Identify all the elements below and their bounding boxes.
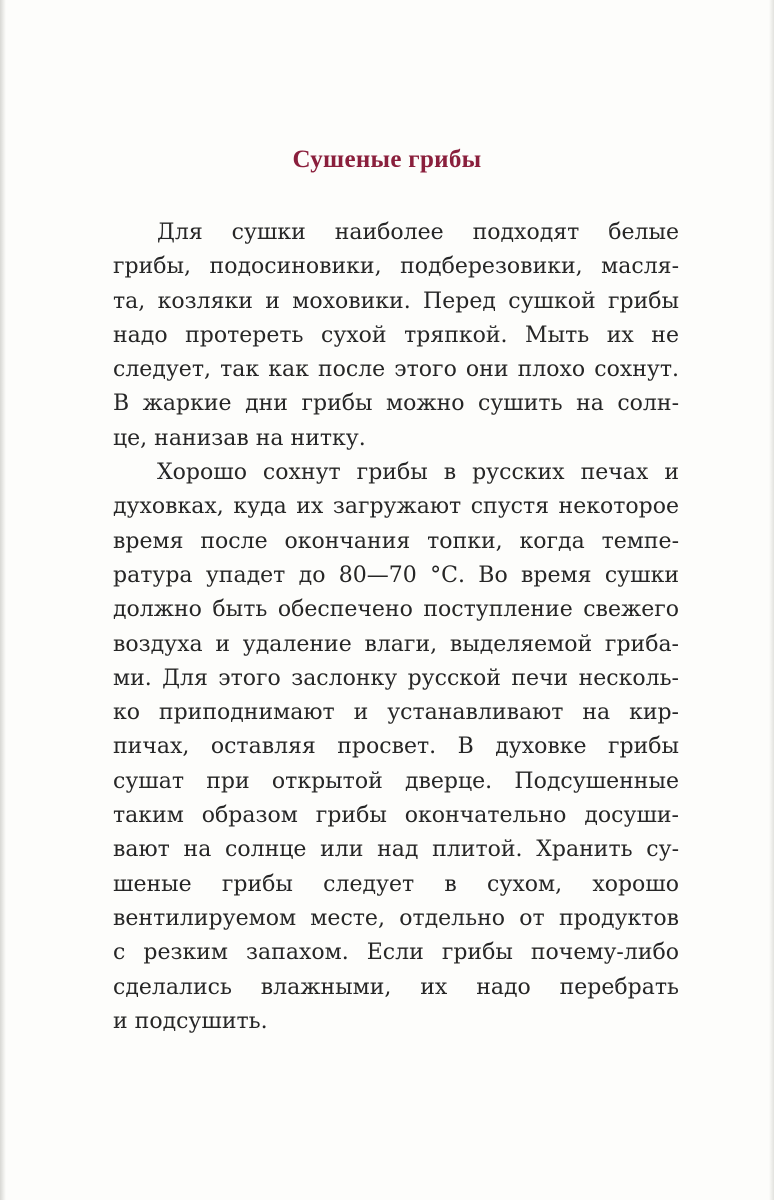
text-line: В жаркие дни грибы можно сушить на солн- [113, 391, 679, 417]
page-title: Сушеные грибы [292, 146, 482, 173]
text-line: воздуха и удаление влаги, выделяемой гриба- [113, 631, 679, 657]
text-line: духовках, куда их загружают спустя некоторое [113, 494, 679, 520]
text-line: таким образом грибы окончательно досуши- [113, 803, 679, 829]
text-line: надо протереть сухой тряпкой. Мыть их не [113, 322, 679, 348]
text-line: следует, так как после этого они плохо сохнут. [113, 357, 679, 383]
text-line: сушат при открытой дверце. Подсушенные [113, 768, 679, 794]
text-line: пичах, оставляя просвет. В духовке грибы [113, 734, 679, 760]
text-line: Хорошо сохнут грибы в русских печах и [157, 460, 679, 486]
page-left-edge [0, 0, 6, 1200]
text-line: ратура упадет до 80—70 °С. Во время сушки [113, 562, 679, 588]
text-line: вают на солнце или над плитой. Хранить су- [113, 837, 679, 863]
text-line: время после окончания топки, когда темпе- [113, 528, 679, 554]
text-line: шеные грибы следует в сухом, хорошо [113, 871, 679, 897]
text-line: ко приподнимают и устанавливают на кир- [113, 700, 679, 726]
text-line: та, козляки и моховики. Перед сушкой грибы [113, 288, 679, 314]
page-right-edge [769, 0, 774, 1200]
text-line: и подсушить. [113, 1008, 268, 1034]
text-line: це, нанизав на нитку. [113, 425, 366, 451]
paragraph-1 [113, 216, 679, 456]
text-line: Для сушки наиболее подходят белые [157, 220, 679, 245]
body-text [113, 216, 679, 1039]
paragraph-2 [113, 456, 679, 1039]
text-line: грибы, подосиновики, подберезовики, масля- [113, 254, 679, 280]
text-line: должно быть обеспечено поступление свежего [113, 597, 679, 623]
text-line: ми. Для этого заслонку русской печи несколь- [113, 665, 679, 691]
text-line: сделались влажными, их надо перебрать [113, 974, 679, 1000]
text-line: вентилируемом месте, отдельно от продуктов [113, 905, 679, 931]
text-line: с резким запахом. Если грибы почему-либо [113, 940, 679, 966]
